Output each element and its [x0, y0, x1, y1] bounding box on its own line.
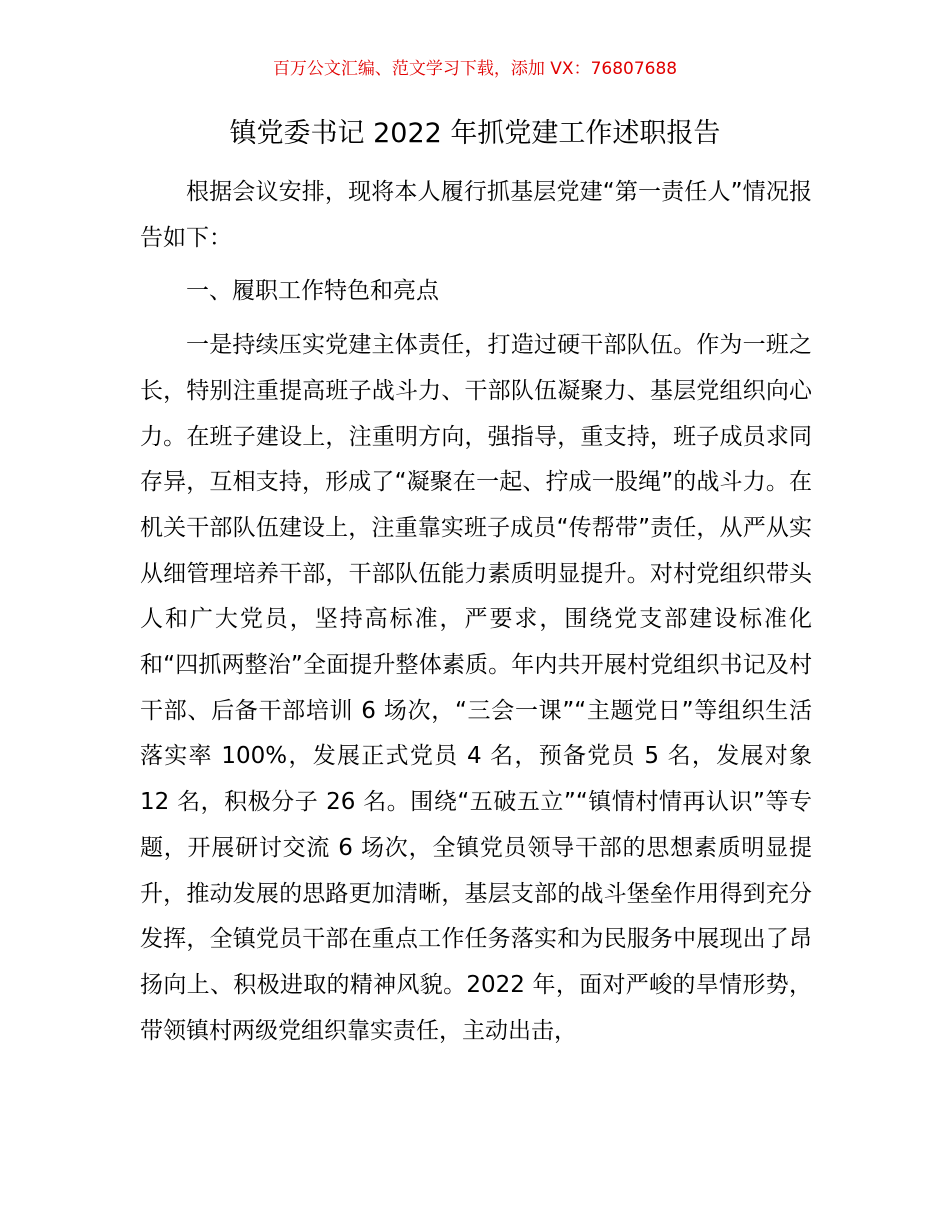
body-paragraph: 一是持续压实党建主体责任，打造过硬干部队伍。作为一班之长，特别注重提高班子战斗力、干部队伍凝聚力、基层党组织向心力。在班子建设上，注重明方向，强指导，重支持，班子成员求同存异，互相支持，形成了“凝聚在一起、拧成一股绳”的战斗力。在机关干部队伍建设上，注重靠实班子成员“传帮带”责任，从严从实从细管理培养干部，干部队伍能力素质明显提升。对村党组织带头人和广大党员，坚持高标准，严要求，围绕党支部建设标准化和“四抓两整治”全面提升整体素质。年内共开展村党组织书记及村干部、后备干部培训 6 场次，“三会一课”“主题党日”等组织生活落实率 100%，发展正式党员 4 名，预备党员 5 名，发展对象 12 名，积极分子 26 名。围绕“五破五立”“镇情村情再认识”等专题，开展研讨交流 6 场次，全镇党员领导干部的思想素质明显提升，推动发展的思路更加清晰，基层支部的战斗堡垒作用得到充分发挥，全镇党员干部在重点工作任务落实和为民服务中展现出了昂扬向上、积极进取的精神风貌。2022 年，面对严峻的旱情形势，带领镇村两级党组织靠实责任，主动出击， [140, 332, 812, 1044]
section-heading: 一、履职工作特色和亮点 [186, 278, 439, 305]
document-body [140, 170, 812, 1054]
document-title: 镇党委书记 2022 年抓党建工作述职报告 [229, 118, 721, 149]
header-watermark-note: 百万公文汇编、范文学习下载，添加 VX：76807688 [272, 59, 678, 79]
intro-paragraph: 根据会议安排，现将本人履行抓基层党建“第一责任人”情况报告如下： [140, 179, 812, 251]
